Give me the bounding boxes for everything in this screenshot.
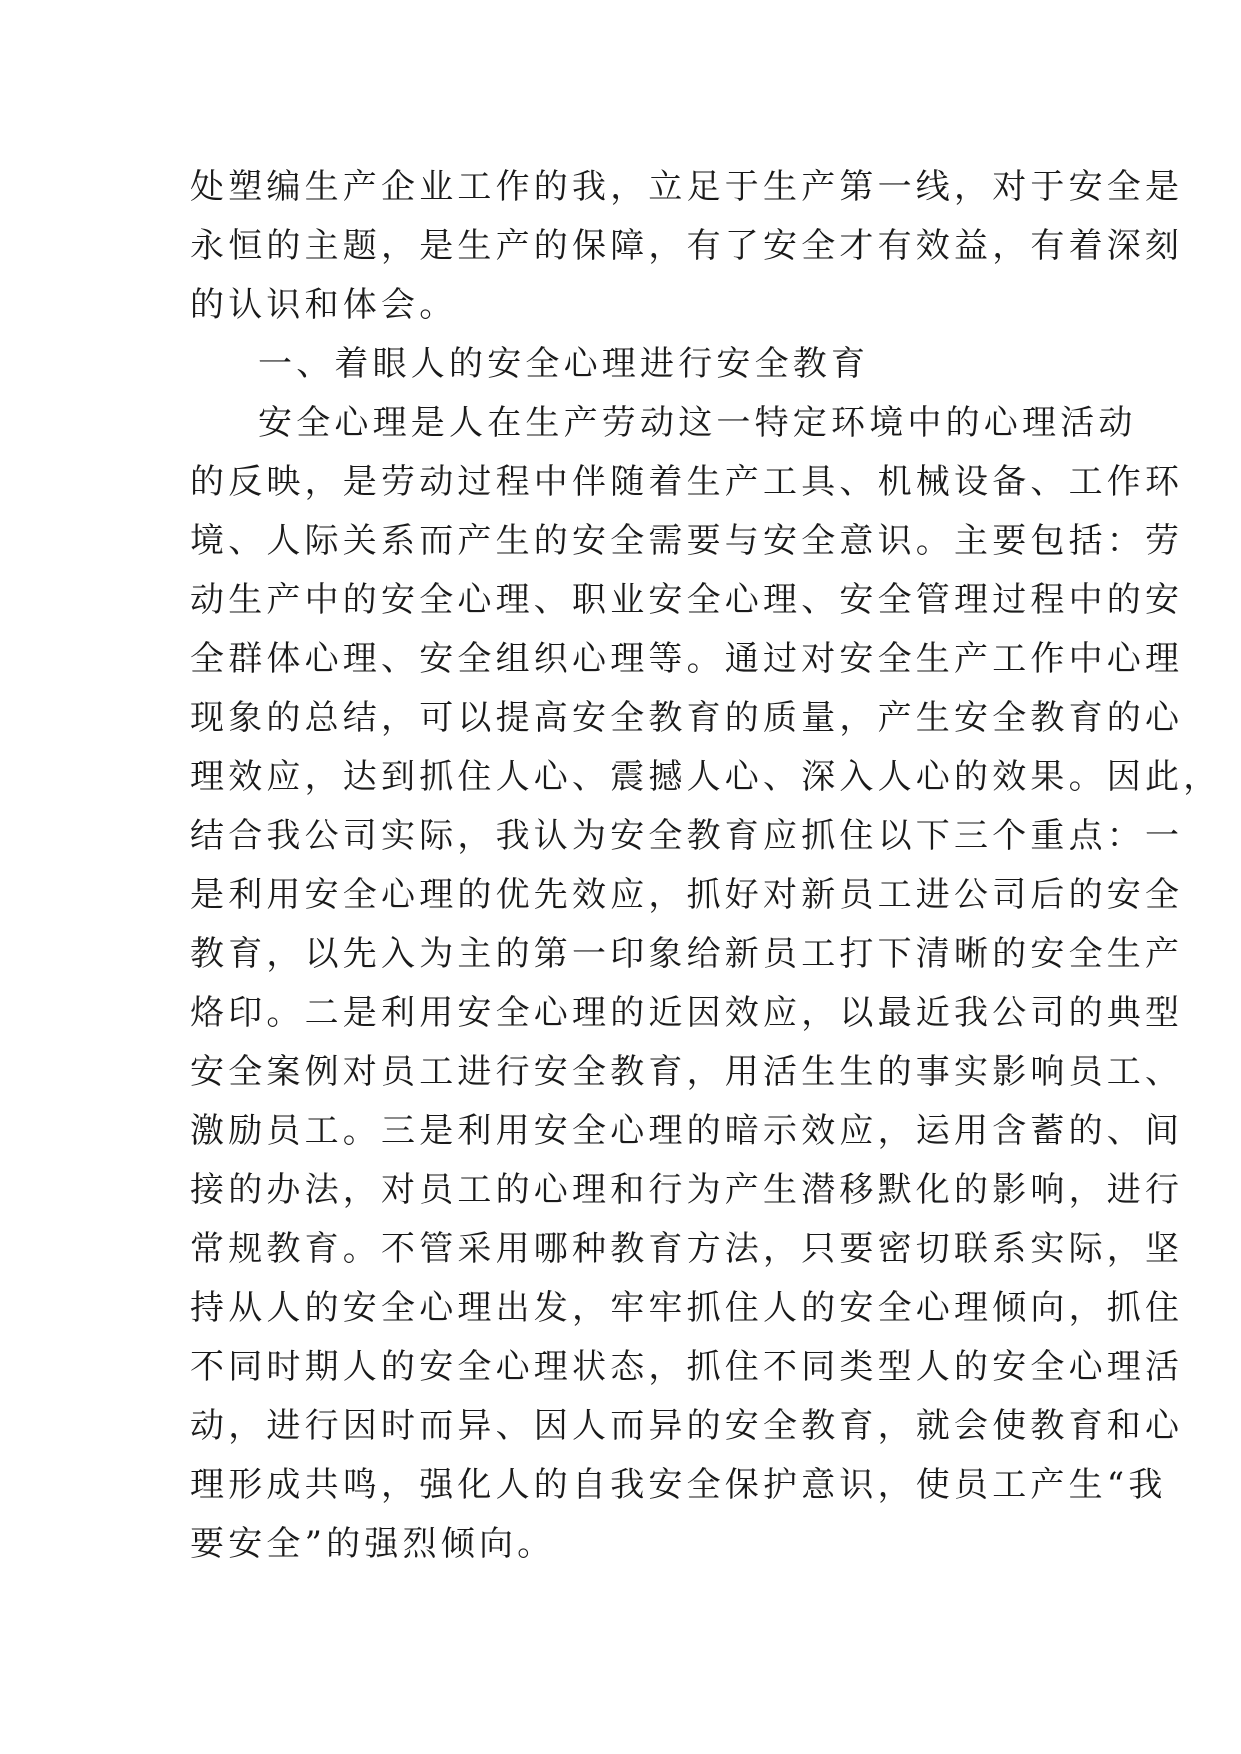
body-line-22: 动，进行因时而异、因人而异的安全教育，就会使教育和心 xyxy=(190,1406,1184,1446)
body-line-24: 要安全”的强烈倾向。 xyxy=(190,1524,556,1564)
body-line-5: 安全心理是人在生产劳动这一特定环境中的心理活动 xyxy=(258,403,1137,443)
section-heading: 一、着眼人的安全心理进行安全教育 xyxy=(258,344,870,384)
body-line-1: 处塑编生产企业工作的我，立足于生产第一线，对于安全是 xyxy=(190,167,1184,207)
body-line-21: 不同时期人的安全心理状态，抓住不同类型人的安全心理活 xyxy=(190,1347,1184,1387)
body-line-16: 安全案例对员工进行安全教育，用活生生的事实影响员工、 xyxy=(190,1052,1184,1092)
body-line-6: 的反映，是劳动过程中伴随着生产工具、机械设备、工作环 xyxy=(190,462,1184,502)
body-line-15: 烙印。二是利用安全心理的近因效应，以最近我公司的典型 xyxy=(190,993,1184,1033)
body-line-20: 持从人的安全心理出发，牢牢抓住人的安全心理倾向，抓住 xyxy=(190,1288,1184,1328)
document-body xyxy=(190,158,1222,1574)
body-line-2: 永恒的主题，是生产的保障，有了安全才有效益，有着深刻 xyxy=(190,226,1184,266)
body-line-18: 接的办法，对员工的心理和行为产生潜移默化的影响，进行 xyxy=(190,1170,1184,1210)
body-line-19: 常规教育。不管采用哪种教育方法，只要密切联系实际，坚 xyxy=(190,1229,1184,1269)
body-line-23: 理形成共鸣，强化人的自我安全保护意识，使员工产生“我 xyxy=(190,1465,1167,1505)
body-line-12: 结合我公司实际，我认为安全教育应抓住以下三个重点：一 xyxy=(190,816,1184,856)
body-line-14: 教育，以先入为主的第一印象给新员工打下清晰的安全生产 xyxy=(190,934,1184,974)
body-line-10: 现象的总结，可以提高安全教育的质量，产生安全教育的心 xyxy=(190,698,1184,738)
body-line-11: 理效应，达到抓住人心、震撼人心、深入人心的效果。因此， xyxy=(190,757,1222,797)
body-line-8: 动生产中的安全心理、职业安全心理、安全管理过程中的安 xyxy=(190,580,1184,620)
body-line-7: 境、人际关系而产生的安全需要与安全意识。主要包括：劳 xyxy=(190,521,1184,561)
body-line-9: 全群体心理、安全组织心理等。通过对安全生产工作中心理 xyxy=(190,639,1184,679)
body-line-13: 是利用安全心理的优先效应，抓好对新员工进公司后的安全 xyxy=(190,875,1184,915)
body-line-3: 的认识和体会。 xyxy=(190,285,458,325)
body-line-17: 激励员工。三是利用安全心理的暗示效应，运用含蓄的、间 xyxy=(190,1111,1184,1151)
